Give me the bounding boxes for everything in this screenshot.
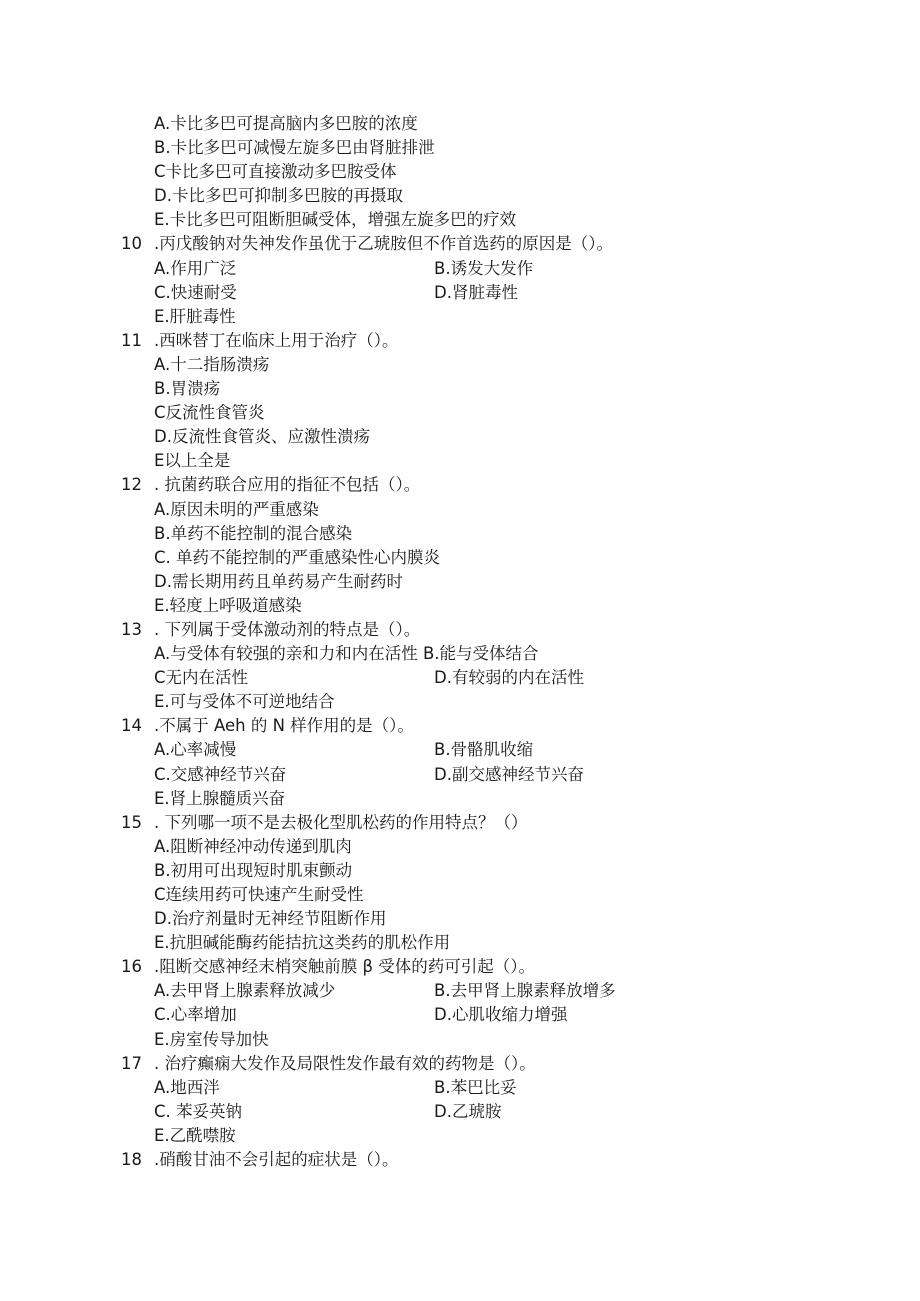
option-text: A.作用广泛 <box>154 258 237 278</box>
question-number: 16 <box>121 957 142 977</box>
option-text: A.去甲肾上腺素释放减少 <box>154 981 336 1001</box>
option-line <box>0 1003 920 1027</box>
option-text: E.卡比多巴可阻断胆碱受体，增强左旋多巴的疗效 <box>154 210 517 230</box>
option-text: A.十二指肠溃疡 <box>154 354 270 374</box>
option-line <box>0 305 920 329</box>
option-line <box>0 401 920 425</box>
option-text: C卡比多巴可直接激动多巴胺受体 <box>154 162 397 182</box>
option-text: D.肾脏毒性 <box>434 282 518 302</box>
question-number: 11 <box>121 330 142 350</box>
option-text: C. 苯妥英钠 <box>154 1101 243 1121</box>
option-text: A.原因未明的严重感染 <box>154 499 319 519</box>
option-line <box>0 835 920 859</box>
option-text: A.与受体有较强的亲和力和内在活性 B.能与受体结合 <box>154 644 539 664</box>
option-text: E.抗胆碱能酶药能拮抗这类药的肌松作用 <box>154 933 451 953</box>
option-text: A.阻断神经冲动传递到肌肉 <box>154 836 352 856</box>
question-number: 10 <box>121 234 142 254</box>
option-line <box>0 1028 920 1052</box>
option-line <box>0 738 920 762</box>
question-number: 13 <box>121 619 142 639</box>
question-text: . 抗菌药联合应用的指征不包括（）。 <box>154 475 421 495</box>
option-line <box>0 353 920 377</box>
question-text: . 下列属于受体激动剂的特点是（）。 <box>154 619 421 639</box>
option-text: E.乙酰噤胺 <box>154 1125 236 1145</box>
question-line <box>0 955 920 979</box>
option-line <box>0 377 920 401</box>
question-number: 17 <box>121 1053 142 1073</box>
option-text: D.有较弱的内在活性 <box>434 668 584 688</box>
option-text: D.反流性食管炎、应激性溃疡 <box>154 427 370 447</box>
option-line <box>0 883 920 907</box>
option-line <box>0 257 920 281</box>
option-text: A.卡比多巴可提高脑内多巴胺的浓度 <box>154 114 418 133</box>
option-line <box>0 1124 920 1148</box>
question-line <box>0 232 920 256</box>
question-text: .西咪替丁在临床上用于治疗（）。 <box>154 330 399 350</box>
option-line <box>0 208 920 232</box>
option-line <box>0 907 920 931</box>
question-text: . 治疗癫痫大发作及局限性发作最有效的药物是（）。 <box>154 1053 536 1073</box>
option-text: B.苯巴比妥 <box>434 1077 517 1097</box>
option-text: B.单药不能控制的混合感染 <box>154 523 353 543</box>
option-line <box>0 690 920 714</box>
option-line <box>0 281 920 305</box>
option-text: D.心肌收缩力增强 <box>434 1005 568 1025</box>
question-line <box>0 714 920 738</box>
option-line <box>0 522 920 546</box>
option-text: B.诱发大发作 <box>434 258 534 278</box>
document-page <box>0 112 920 1172</box>
option-text: C.快速耐受 <box>154 282 237 302</box>
option-line <box>0 570 920 594</box>
question-line <box>0 1052 920 1076</box>
question-text: . 下列哪一项不是去极化型肌松药的作用特点？（） <box>154 812 528 832</box>
option-text: B.初用可出现短时肌束颤动 <box>154 860 353 880</box>
option-text: B.胃溃疡 <box>154 379 221 399</box>
option-line <box>0 1100 920 1124</box>
question-text: .丙戊酸钠对失神发作虽优于乙琥胺但不作首选药的原因是（）。 <box>154 234 613 254</box>
option-line <box>0 425 920 449</box>
question-text: .阻断交感神经末梢突触前膜 β 受体的药可引起（）。 <box>154 957 536 977</box>
option-text: A.地西泮 <box>154 1077 220 1097</box>
option-text: D.需长期用药且单药易产生耐药时 <box>154 571 403 591</box>
option-line <box>0 931 920 955</box>
question-line <box>0 811 920 835</box>
option-text: D.卡比多巴可抑制多巴胺的再摄取 <box>154 186 403 206</box>
option-text: B.去甲肾上腺素释放增多 <box>434 981 616 1001</box>
option-text: C.交感神经节兴奋 <box>154 764 287 784</box>
question-text: .不属于 Aeh 的 N 样作用的是（）。 <box>154 716 414 736</box>
option-line <box>0 787 920 811</box>
question-number: 18 <box>121 1150 142 1170</box>
option-line <box>0 112 920 136</box>
option-line <box>0 1076 920 1100</box>
option-line <box>0 763 920 787</box>
question-line <box>0 473 920 497</box>
option-text: B.骨骼肌收缩 <box>434 740 534 760</box>
option-text: E以上全是 <box>154 451 231 471</box>
option-text: C无内在活性 <box>154 668 249 688</box>
option-text: C反流性食管炎 <box>154 403 265 423</box>
option-text: D.治疗剂量时无神经节阻断作用 <box>154 909 387 929</box>
question-line <box>0 1148 920 1172</box>
question-text: .硝酸甘油不会引起的症状是（）。 <box>154 1150 399 1170</box>
option-line <box>0 666 920 690</box>
option-text: D.副交感神经节兴奋 <box>434 764 584 784</box>
option-line <box>0 136 920 160</box>
option-text: E.可与受体不可逆地结合 <box>154 692 335 712</box>
option-line <box>0 449 920 473</box>
option-text: E.肾上腺髓质兴奋 <box>154 788 286 808</box>
option-text: D.乙琥胺 <box>434 1101 502 1121</box>
option-line <box>0 184 920 208</box>
option-text: E.房室传导加快 <box>154 1029 269 1049</box>
option-text: E.轻度上呼吸道感染 <box>154 595 302 615</box>
option-line <box>0 859 920 883</box>
question-number: 12 <box>121 475 142 495</box>
option-text: B.卡比多巴可减慢左旋多巴由肾脏排泄 <box>154 138 435 158</box>
option-line <box>0 594 920 618</box>
option-line <box>0 642 920 666</box>
option-line <box>0 546 920 570</box>
question-line <box>0 618 920 642</box>
option-text: E.肝脏毒性 <box>154 306 236 326</box>
option-line <box>0 498 920 522</box>
option-line <box>0 979 920 1003</box>
question-line <box>0 329 920 353</box>
option-line <box>0 160 920 184</box>
question-number: 14 <box>121 716 142 736</box>
option-text: C.心率增加 <box>154 1005 237 1025</box>
option-text: A.心率减慢 <box>154 740 237 760</box>
option-text: C连续用药可快速产生耐受性 <box>154 885 364 904</box>
option-text: C. 单药不能控制的严重感染性心内膜炎 <box>154 547 441 567</box>
question-number: 15 <box>121 812 142 832</box>
